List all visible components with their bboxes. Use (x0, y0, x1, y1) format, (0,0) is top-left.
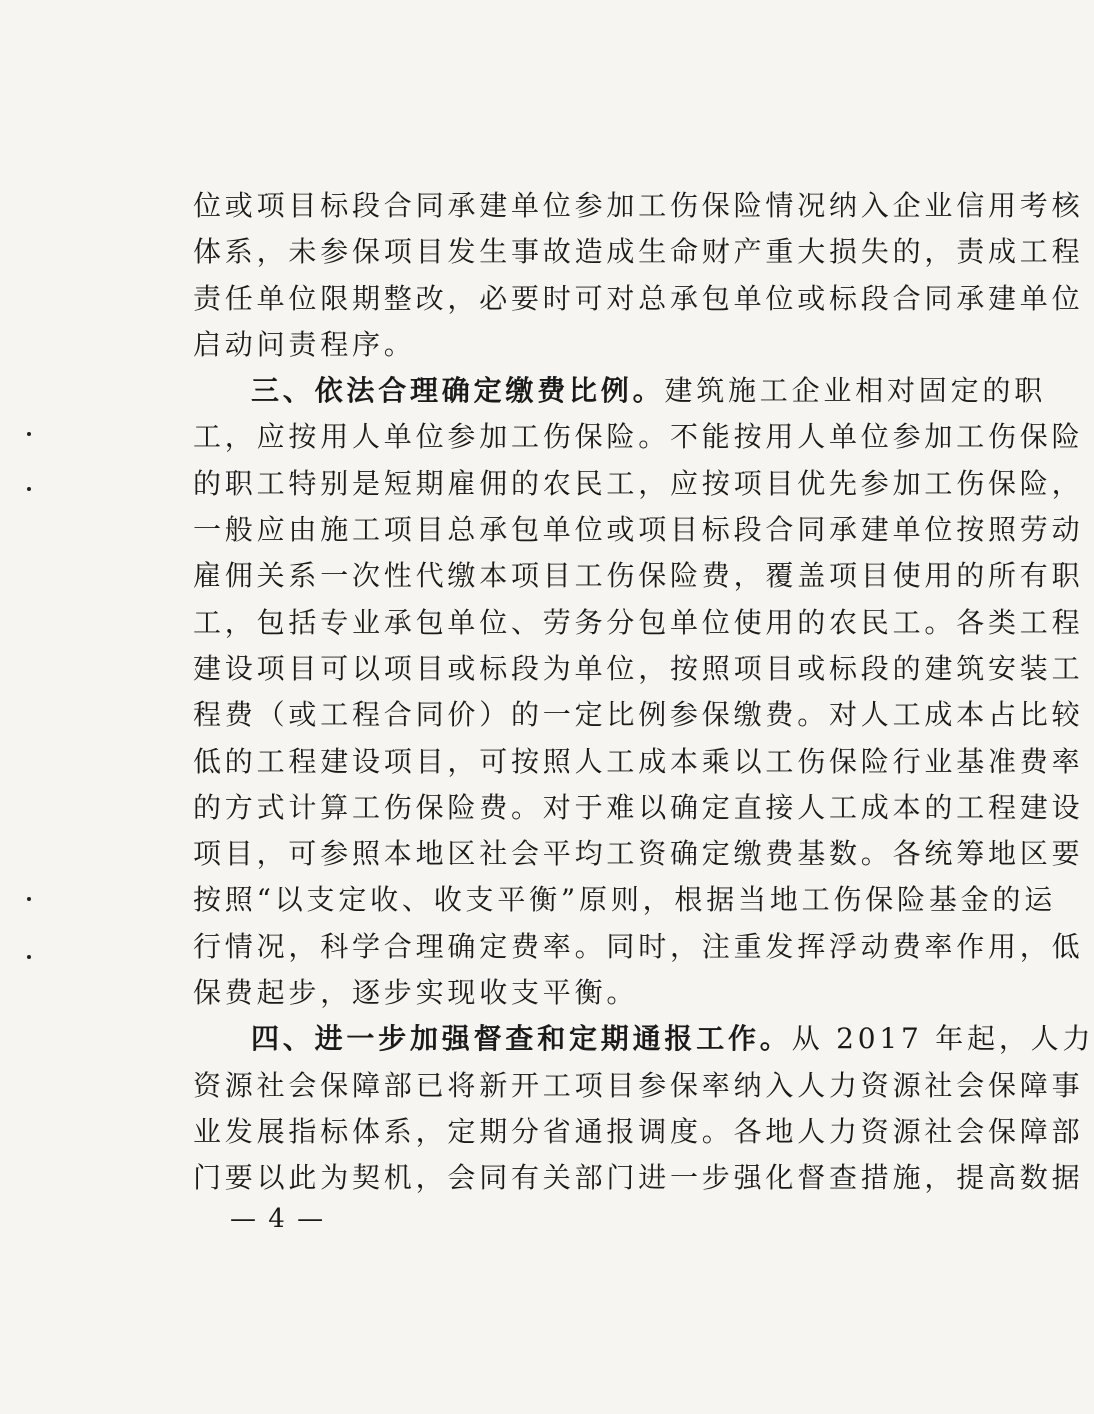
text-line: 建设项目可以项目或标段为单位，按照项目或标段的建筑安装工 (193, 651, 1084, 685)
text-line: 位或项目标段合同承建单位参加工伤保险情况纳入企业信用考核 (193, 189, 1084, 222)
section-4-first-line-text: 从 2017 年起，人力 (791, 1022, 1094, 1056)
section-4-heading: 四、进一步加强督查和定期通报工作。 (251, 1022, 792, 1056)
text-line: 项目，可参照本地区社会平均工资确定缴费基数。各统筹地区要 (193, 837, 1084, 871)
text-line: 资源社会保障部已将新开工项目参保率纳入人力资源社会保障事 (193, 1068, 1084, 1102)
text-line: 低的工程建设项目，可按照人工成本乘以工伤保险行业基准费率 (193, 744, 1084, 778)
margin-dot (27, 487, 31, 491)
margin-dot (27, 432, 31, 436)
margin-dot (27, 955, 31, 959)
body-text (193, 183, 1094, 1202)
text-line: 业发展指标体系，定期分省通报调度。各地人力资源社会保障部 (193, 1114, 1084, 1148)
text-line: 门要以此为契机，会同有关部门进一步强化督查措施，提高数据 (193, 1161, 1084, 1195)
text-line: 工，包括专业承包单位、劳务分包单位使用的农民工。各类工程 (193, 605, 1084, 639)
text-line: 行情况，科学合理确定费率。同时，注重发挥浮动费率作用，低 (193, 929, 1084, 963)
text-line: 按照“以支定收、收支平衡”原则，根据当地工伤保险基金的运 (193, 883, 1057, 917)
text-line: 雇佣关系一次性代缴本项目工伤保险费，覆盖项目使用的所有职 (193, 559, 1084, 593)
section-3-heading: 三、依法合理确定缴费比例。 (251, 374, 665, 408)
text-line: 体系，未参保项目发生事故造成生命财产重大损失的，责成工程 (193, 235, 1084, 269)
page-number: — 4 — (230, 1204, 326, 1234)
margin-dot (27, 897, 31, 901)
text-line: 的职工特别是短期雇佣的农民工，应按项目优先参加工伤保险， (193, 466, 1084, 500)
text-line: 工，应按用人单位参加工伤保险。不能按用人单位参加工伤保险 (193, 420, 1084, 454)
text-line: 启动问责程序。 (193, 327, 416, 361)
text-line: 的方式计算工伤保险费。对于难以确定直接人工成本的工程建设 (193, 790, 1084, 824)
section-4-first-line (193, 1016, 1094, 1062)
section-3-first-line (193, 368, 1047, 414)
text-line: 保费起步，逐步实现收支平衡。 (193, 976, 639, 1010)
text-line: 程费（或工程合同价）的一定比例参保缴费。对人工成本占比较 (193, 698, 1084, 732)
section-3-first-line-text: 建筑施工企业相对固定的职 (664, 374, 1047, 408)
text-line: 责任单位限期整改，必要时可对总承包单位或标段合同承建单位 (193, 281, 1084, 315)
text-line: 一般应由施工项目总承包单位或项目标段合同承建单位按照劳动 (193, 513, 1084, 547)
